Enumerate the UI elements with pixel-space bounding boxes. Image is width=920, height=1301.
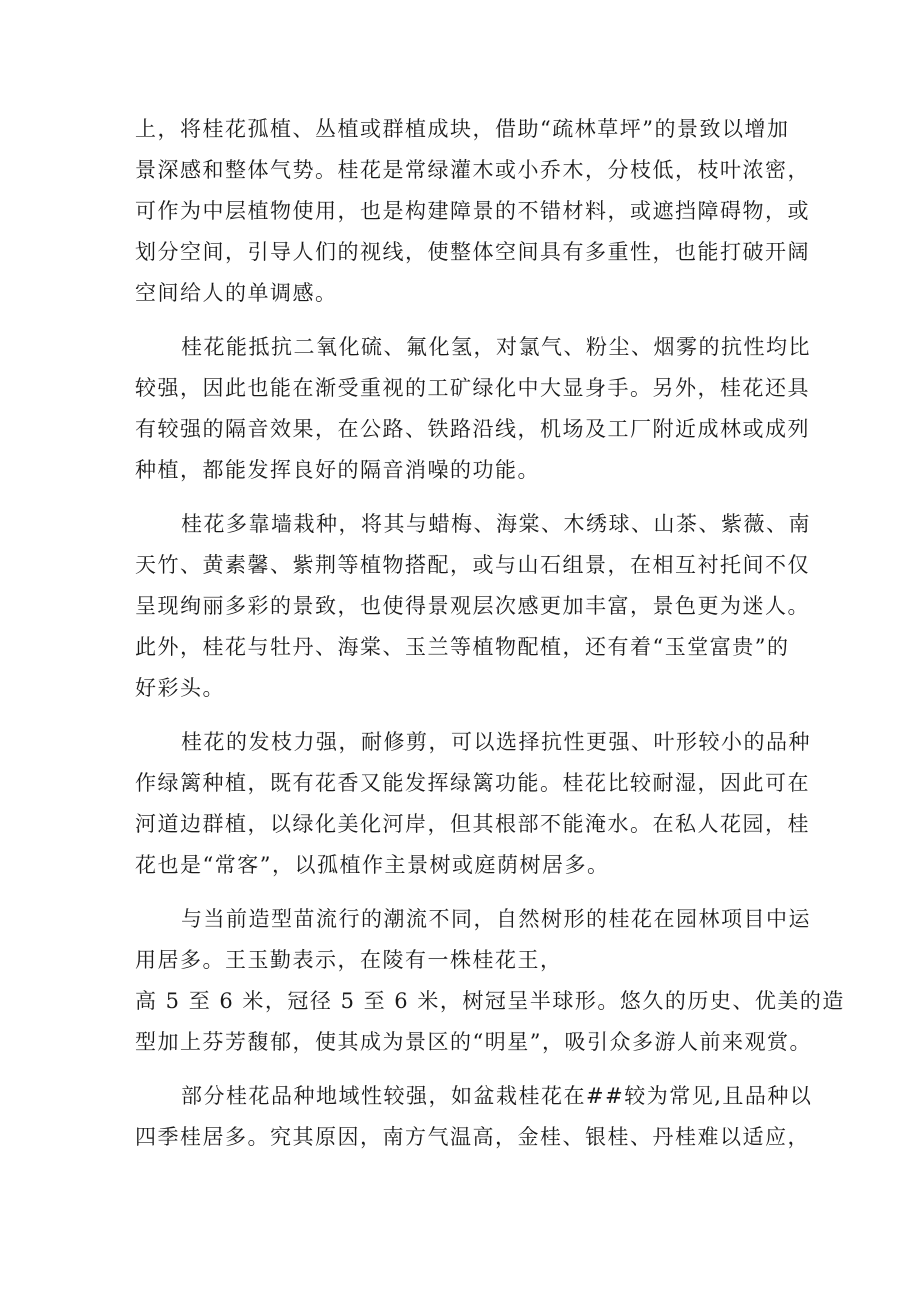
text-line: 作绿篱种植，既有花香又能发挥绿篱功能。桂花比较耐湿，因此可在 — [135, 771, 810, 795]
text-line: 此外，桂花与牡丹、海棠、玉兰等植物配植，还有着“玉堂富贵”的 — [135, 635, 790, 659]
text-line: 好彩头。 — [135, 676, 225, 700]
text-line: 种植，都能发挥良好的隔音消噪的功能。 — [135, 458, 540, 482]
text-line: 与当前造型苗流行的潮流不同，自然树形的桂花在园林项目中运 — [181, 907, 811, 931]
text-line: 天竹、黄素馨、紫荆等植物搭配，或与山石组景，在相互衬托间不仅 — [135, 553, 810, 577]
text-line: 有较强的隔音效果，在公路、铁路沿线，机场及工厂附近成林或成列 — [135, 417, 810, 441]
text-line: 桂花能抵抗二氧化硫、氟化氢，对氯气、粉尘、烟雾的抗性均比 — [181, 335, 811, 359]
text-line: 上，将桂花孤植、丛植或群植成块，借助“疏林草坪”的景致以增加 — [135, 117, 790, 141]
text-line: 河道边群植，以绿化美化河岸，但其根部不能淹水。在私人花园，桂 — [135, 812, 810, 836]
text-line: 部分桂花品种地域性较强，如盆栽桂花在##较为常见,且品种以 — [181, 1084, 813, 1108]
text-line: 划分空间，引导人们的视线，使整体空间具有多重性，也能打破开阔 — [135, 240, 810, 264]
text-line: 桂花多靠墙栽种，将其与蜡梅、海棠、木绣球、山茶、紫薇、南 — [181, 512, 811, 536]
text-line: 可作为中层植物使用，也是构建障景的不错材料，或遮挡障碍物，或 — [135, 199, 810, 223]
text-line: 高 5 至 6 米，冠径 5 至 6 米，树冠呈半球形。悠久的历史、优美的造 — [135, 989, 845, 1013]
text-line: 呈现绚丽多彩的景致，也使得景观层次感更加丰富，景色更为迷人。 — [135, 594, 810, 618]
text-line: 景深感和整体气势。桂花是常绿灌木或小乔木，分枝低，枝叶浓密， — [135, 158, 810, 182]
text-line: 型加上芬芳馥郁，使其成为景区的“明星”，吸引众多游人前来观赏。 — [135, 1030, 812, 1054]
text-line: 较强，因此也能在渐受重视的工矿绿化中大显身手。另外，桂花还具 — [135, 376, 810, 400]
text-line: 花也是“常客”，以孤植作主景树或庭荫树居多。 — [135, 853, 610, 877]
text-line: 桂花的发枝力强，耐修剪，可以选择抗性更强、叶形较小的品种 — [181, 730, 811, 754]
text-line: 用居多。王玉勤表示，在陵有一株桂花王， — [135, 948, 563, 972]
text-line: 四季桂居多。究其原因，南方气温高，金桂、银桂、丹桂难以适应， — [135, 1125, 810, 1149]
text-line: 空间给人的单调感。 — [135, 281, 338, 305]
